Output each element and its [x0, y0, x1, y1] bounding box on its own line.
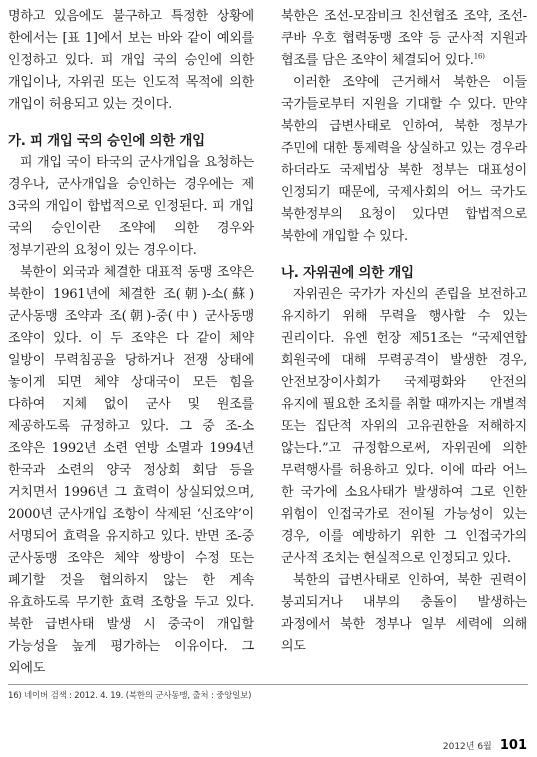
footnote: 16) 네이버 검색 : 2012. 4. 19. (북한의 군사동맹, 출처 : 중앙일보): [8, 691, 252, 701]
body-paragraph: 명하고 있음에도 불구하고 특정한 상황에 한에서는 [표 1]에서 보는 바와 같이 예외를 인정하고 있다. 피 개입 국의 승인에 의한 개입이나, 자위권 또는 인도적 목적에 의한 개입이 허용되고 있는 것이다.: [8, 9, 254, 112]
body-paragraph: 북한이 외국과 체결한 대표적 동맹 조약은 북한이 1961년에 체결한 조(朝)-소(蘇) 군사동맹 조약과 조(朝)-중(中) 군사동맹 조약이 있다. 이 두 조약은 다 같이 체약 일방이 무력침공을 당하거나 전쟁 상태에 놓이게 되면 체약 상대국이 모든 힘을 다하여 지체 없이 군사 및 원조를 제공하도록 규정하고 있다. 그 중 조-소 조약은 1992년 소련 연방 소멸과 1994년 한국과 소련의 양국 정상회 회담 등을 거치면서 1996년 그 효력이 상실되었으며, 2000년 군사개입 조항이 삭제된 ‘신조약’이 서명되어 효력을 유지하고 있다. 반면 조-중 군사동맹 조약은 체약 쌍방이 수정 또는 폐기할 것을 협의하지 않는 한 계속 유효하도록 무기한 효력 조항을 두고 있다. 북한 급변사태 발생 시 중국이 개입할 가능성을 높게 평가하는 이유이다. 그 외에도: [8, 265, 254, 676]
body-paragraph: [281, 6, 527, 72]
body-text: 북한은 조선-모잠비크 친선협조 조약, 조선-쿠바 우호 협력동맹 조약 등 군사적 지원과 협조를 담은 조약이 체결되어 있다.: [281, 9, 527, 68]
section-heading-na: 나. 자위권에 의한 개입: [281, 265, 414, 281]
right-column: [281, 6, 527, 658]
issue-date: 2012년 6월: [442, 742, 492, 752]
section-heading-ga: 가. 피 개입 국의 승인에 의한 개입: [8, 133, 205, 149]
left-column: [8, 6, 254, 680]
page-footer: [443, 734, 527, 753]
body-paragraph: 북한의 급변사태로 인하여, 북한 권력이 붕괴되거나 내부의 충돌이 발생하는 과정에서 북한 정부나 일부 세력에 의해 의도: [281, 573, 527, 654]
body-paragraph: 피 개입 국이 타국의 군사개입을 요청하는 경우나, 군사개입을 승인하는 경우에는 제 3국의 개입이 합법적으로 인정된다. 피 개입 국의 승인이란 조약에 의한 경우와 정부기관의 요청이 있는 경우이다.: [8, 155, 254, 258]
page-number: 101: [499, 738, 527, 753]
footnote-marker[interactable]: 16): [473, 52, 485, 61]
body-paragraph: 이러한 조약에 근거해서 북한은 이들 국가들로부터 지원을 기대할 수 있다. 만약 북한의 급변사태로 인하여, 북한 정부가 주민에 대한 통제력을 상실하고 있는 경우라 하더라도 국제법상 북한 정부는 대표성이 인정되기 때문에, 국제사회의 어느 국가도 북한정부의 요청이 있다면 합법적으로 북한에 개입할 수 있다.: [281, 75, 527, 244]
body-paragraph: 자위권은 국가가 자신의 존립을 보전하고 유지하기 위해 무력을 행사할 수 있는 권리이다. 유엔 헌장 제51조는 “국제연합 회원국에 대해 무력공격이 발생한 경우, 안전보장이사회가 국제평화와 안전의 유지에 필요한 조치를 취할 때까지는 개별적 또는 집단적 자위의 고유권한을 저해하지 않는다.”고 규정함으로써, 자위권에 의한 무력행사를 허용하고 있다. 이에 따라 어느 한 국가에 소요사태가 발생하여 그로 인한 위험이 인접국가로 전이될 가능성이 있는 경우, 이를 예방하기 위한 그 인접국가의 군사적 조치는 현실적으로 인정되고 있다.: [281, 287, 527, 566]
footnote-divider: [8, 684, 528, 685]
